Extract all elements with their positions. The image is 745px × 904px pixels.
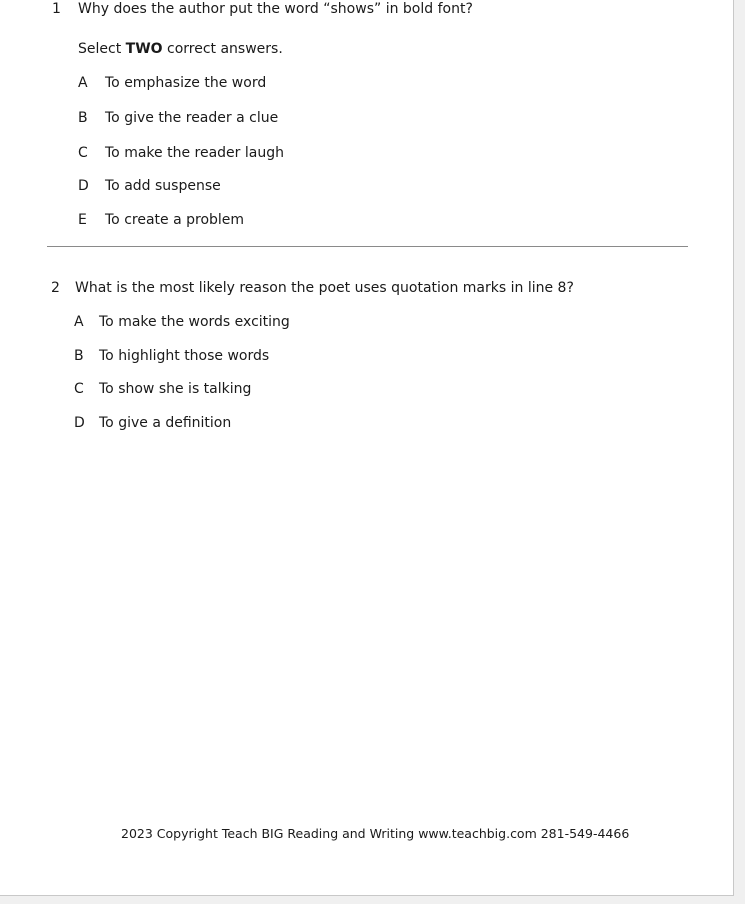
q2-option-b-text[interactable]: To highlight those words [99,348,270,364]
q1-option-e-text[interactable]: To create a problem [105,212,245,228]
q2-option-a-letter[interactable]: A [74,314,84,330]
q1-option-e-letter[interactable]: E [78,212,87,228]
q1-option-b-letter[interactable]: B [78,110,88,126]
q1-option-a-text[interactable]: To emphasize the word [105,75,267,91]
q2-option-c-letter[interactable]: C [74,381,84,397]
q2-option-d-text[interactable]: To give a definition [99,415,232,431]
copyright-footer: 2023 Copyright Teach BIG Reading and Writing www.teachbig.com 281-549-4466 [121,826,630,841]
question-1-instruction [78,40,283,58]
instruction-bold-word: TWO [125,41,163,57]
q2-option-a-text[interactable]: To make the words exciting [99,314,290,330]
q2-option-c-text[interactable]: To show she is talking [99,381,252,397]
q2-option-b-letter[interactable]: B [74,348,84,364]
question-divider [47,246,688,247]
q2-option-d-letter[interactable]: D [74,415,85,431]
q1-option-c-text[interactable]: To make the reader laugh [105,145,284,161]
question-2-text: What is the most likely reason the poet uses quotation marks in line 8? [75,280,574,296]
q1-option-d-letter[interactable]: D [78,178,89,194]
q1-option-b-text[interactable]: To give the reader a clue [105,110,279,126]
instruction-suffix: correct answers. [162,41,283,57]
q1-option-d-text[interactable]: To add suspense [105,178,221,194]
instruction-prefix: Select [78,41,126,57]
question-2-number: 2 [51,280,60,296]
q1-option-c-letter[interactable]: C [78,145,88,161]
question-1-text: Why does the author put the word “shows” in bold font? [78,1,473,17]
q1-option-a-letter[interactable]: A [78,75,88,91]
question-1-number: 1 [52,1,61,17]
